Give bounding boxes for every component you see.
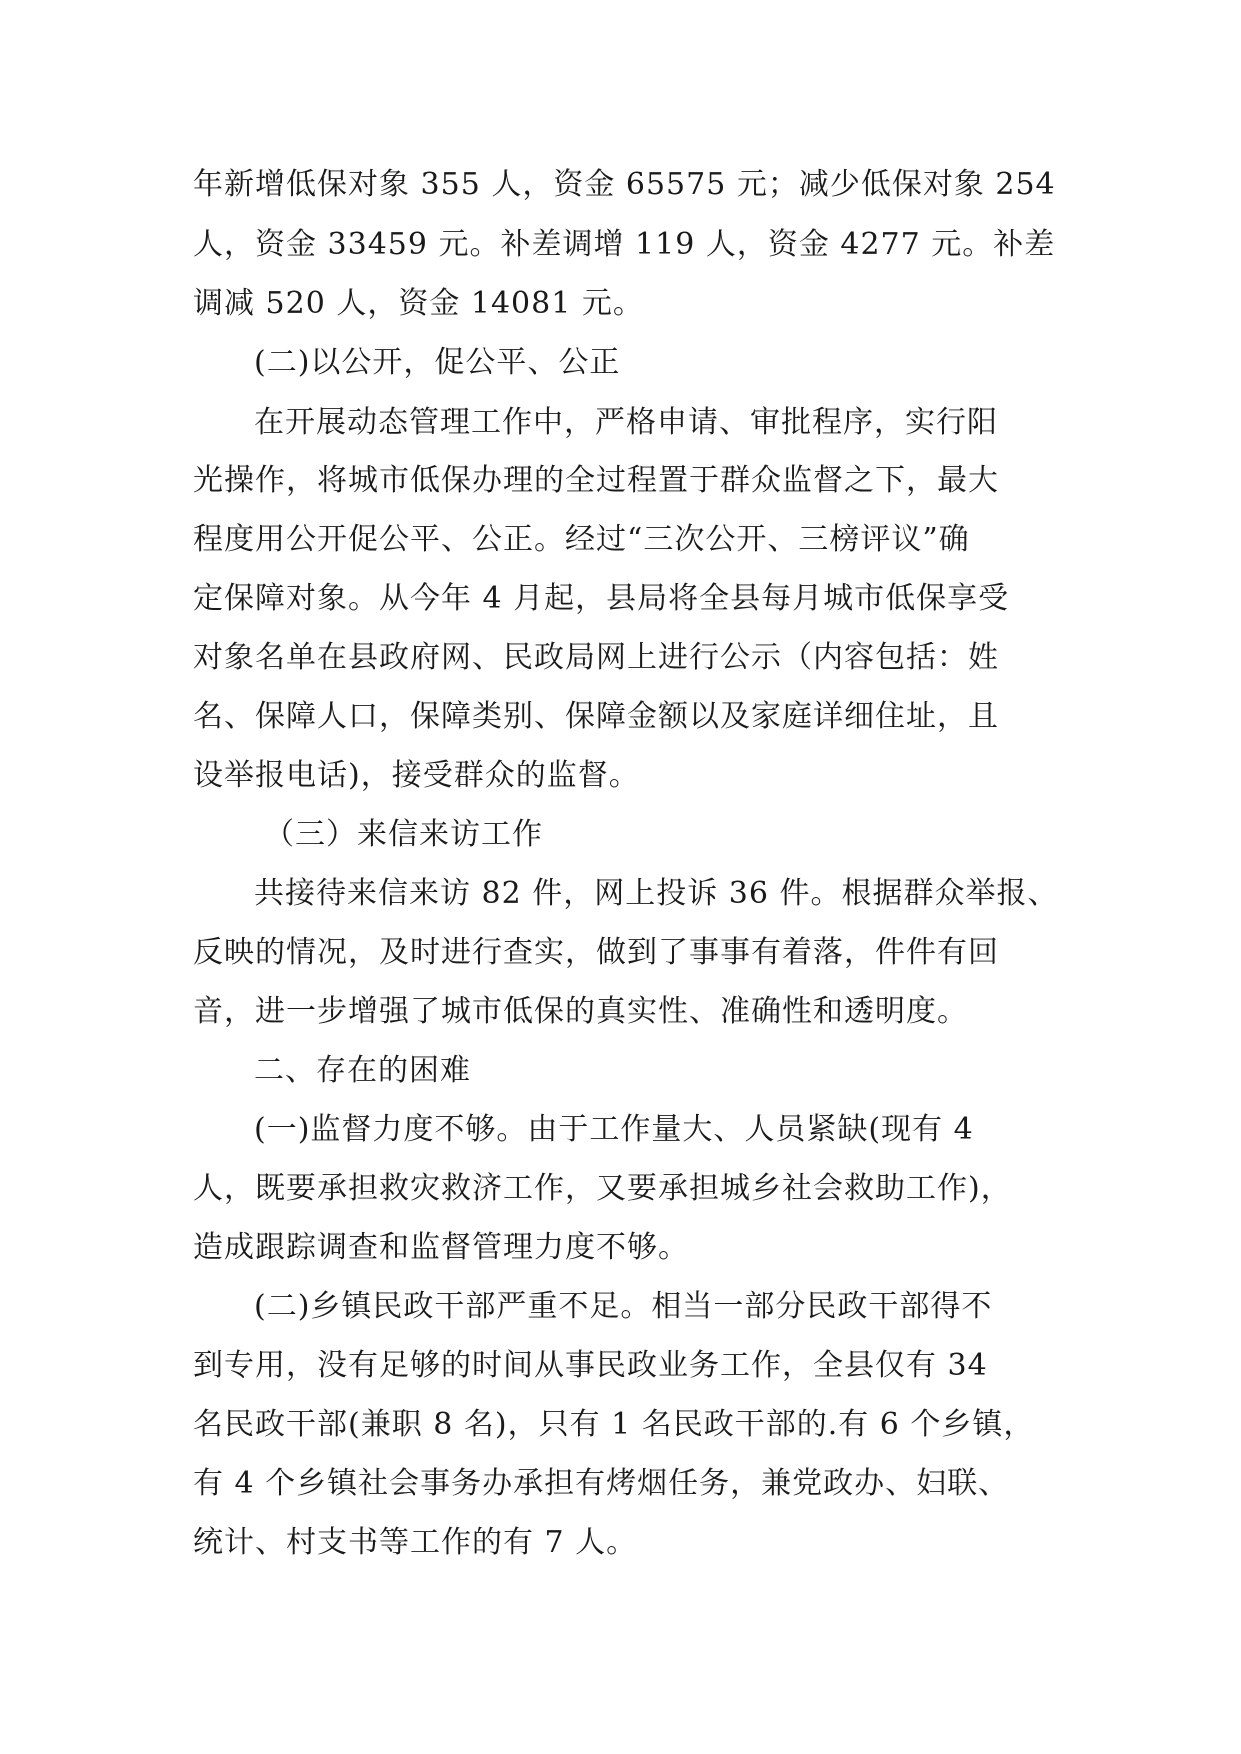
body-text-line: 定保障对象。从今年 4 月起，县局将全县每月城市低保享受 [193, 581, 1010, 616]
body-text-line: (一)监督力度不够。由于工作量大、人员紧缺(现有 4 [254, 1112, 974, 1147]
body-text-line: 年新增低保对象 355 人，资金 65575 元；减少低保对象 254 [193, 167, 1056, 202]
section-heading: （三）来信来访工作 [264, 817, 543, 852]
body-text-line: 有 4 个乡镇社会事务办承担有烤烟任务，兼党政办、妇联、 [193, 1466, 1010, 1501]
body-text-line: 设举报电话)，接受群众的监督。 [193, 758, 640, 793]
body-text-line: 名民政干部(兼职 8 名)，只有 1 名民政干部的.有 6 个乡镇， [193, 1407, 1035, 1442]
body-text-line: 到专用，没有足够的时间从事民政业务工作，全县仅有 34 [193, 1348, 988, 1383]
body-text-line: 程度用公开促公平、公正。经过“三次公开、三榜评议”确 [193, 522, 970, 557]
body-text-line: 反映的情况，及时进行查实，做到了事事有着落，件件有回 [193, 935, 999, 970]
body-text-line: 造成跟踪调查和监督管理力度不够。 [193, 1230, 689, 1265]
body-text-line: 调减 520 人，资金 14081 元。 [193, 286, 644, 321]
body-text-line: 人，资金 33459 元。补差调增 119 人，资金 4277 元。补差 [193, 227, 1056, 262]
section-heading: 二、存在的困难 [254, 1053, 471, 1088]
body-text-line: 统计、村支书等工作的有 7 人。 [193, 1525, 638, 1560]
body-text-line: 在开展动态管理工作中，严格申请、审批程序，实行阳 [254, 405, 998, 440]
body-text-line: 光操作，将城市低保办理的全过程置于群众监督之下，最大 [193, 463, 999, 498]
body-text-line: 音，进一步增强了城市低保的真实性、准确性和透明度。 [193, 994, 968, 1029]
body-text-line: 人，既要承担救灾救济工作，又要承担城乡社会救助工作)， [193, 1171, 1012, 1206]
body-text-line: 对象名单在县政府网、民政局网上进行公示（内容包括：姓 [193, 640, 999, 675]
body-text-line: 名、保障人口，保障类别、保障金额以及家庭详细住址，且 [193, 699, 999, 734]
body-text-line: 共接待来信来访 82 件，网上投诉 36 件。根据群众举报、 [254, 876, 1059, 911]
section-heading: (二)以公开，促公平、公正 [254, 345, 621, 380]
body-text-line: (二)乡镇民政干部严重不足。相当一部分民政干部得不 [254, 1289, 993, 1324]
